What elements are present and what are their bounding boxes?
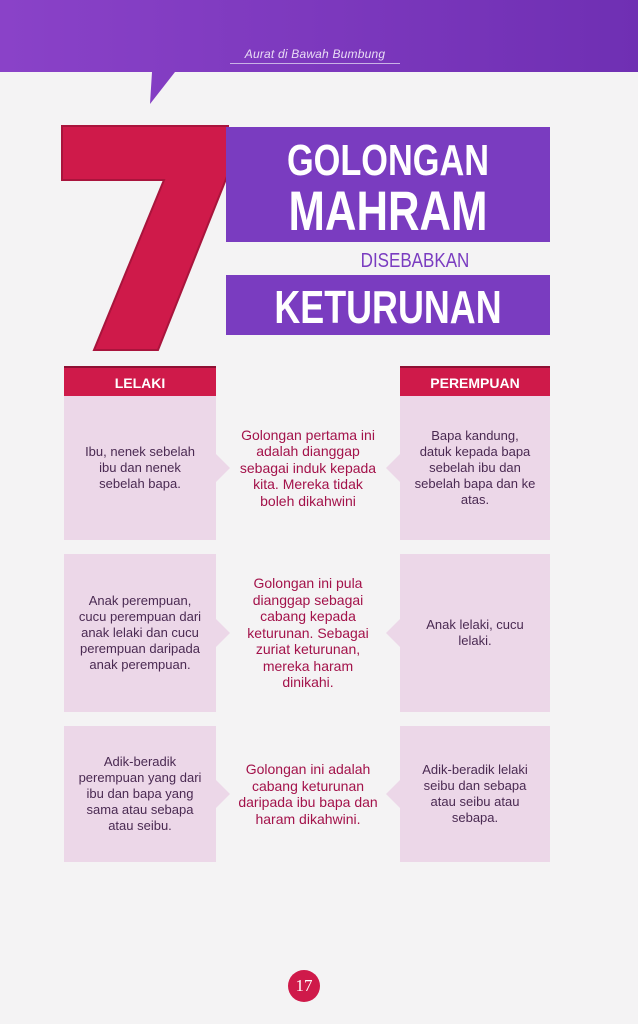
row-2-middle-label: Golongan ini pula dianggap sebagai cabang kepada keturunan. Sebagai zuriat keturunan, mereka haram dinikahi. bbox=[247, 575, 369, 691]
page-number-badge: 17 bbox=[288, 970, 320, 1002]
row-2-left-text: Anak perempuan, cucu perempuan dari anak lelaki dan cucu perempuan daripada anak perempuan. bbox=[78, 593, 202, 672]
row-2-middle-text bbox=[236, 554, 380, 712]
row-1-left-text: Ibu, nenek sebelah ibu dan nenek sebelah bapa. bbox=[85, 444, 195, 491]
column-header-perempuan: PEREMPUAN bbox=[400, 366, 550, 398]
row-2-left-box bbox=[64, 554, 216, 712]
title-box-bottom bbox=[226, 275, 550, 335]
title-line-keturunan: KETURUNAN bbox=[274, 281, 502, 333]
row-3-middle-label: Golongan ini adalah cabang keturunan daripada ibu bapa dan haram dikahwini. bbox=[238, 761, 378, 827]
row-1-right-box bbox=[400, 396, 550, 540]
row-1-left-box bbox=[64, 396, 216, 540]
row-1-right-text: Bapa kandung, datuk kepada bapa sebelah ibu dan sebelah bapa dan ke atas. bbox=[414, 428, 536, 507]
title-line-golongan: GOLONGAN bbox=[286, 136, 490, 185]
row-1-middle-text bbox=[236, 396, 380, 540]
column-header-lelaki: LELAKI bbox=[64, 366, 216, 398]
row-3-left-box bbox=[64, 726, 216, 862]
row-3-middle-text bbox=[236, 726, 380, 862]
running-head: Aurat di Bawah Bumbung bbox=[230, 47, 400, 64]
title-connector: DISEBABKAN bbox=[360, 250, 470, 272]
row-2-right-text: Anak lelaki, cucu lelaki. bbox=[426, 617, 524, 648]
row-2-right-box bbox=[400, 554, 550, 712]
row-3-right-text: Adik-beradik lelaki seibu dan sebapa atau seibu atau sebapa. bbox=[422, 762, 528, 825]
row-3-right-box bbox=[400, 726, 550, 862]
title-line-mahram: MAHRAM bbox=[288, 179, 488, 242]
row-1-middle-label: Golongan pertama ini adalah dianggap sebagai induk kepada kita. Mereka tidak boleh dikahwini bbox=[239, 426, 377, 509]
big-number-seven bbox=[60, 122, 230, 352]
row-3-left-text: Adik-beradik perempuan yang dari ibu dan bapa yang sama atau sebapa atau seibu. bbox=[78, 754, 202, 833]
title-box-top bbox=[226, 127, 550, 242]
